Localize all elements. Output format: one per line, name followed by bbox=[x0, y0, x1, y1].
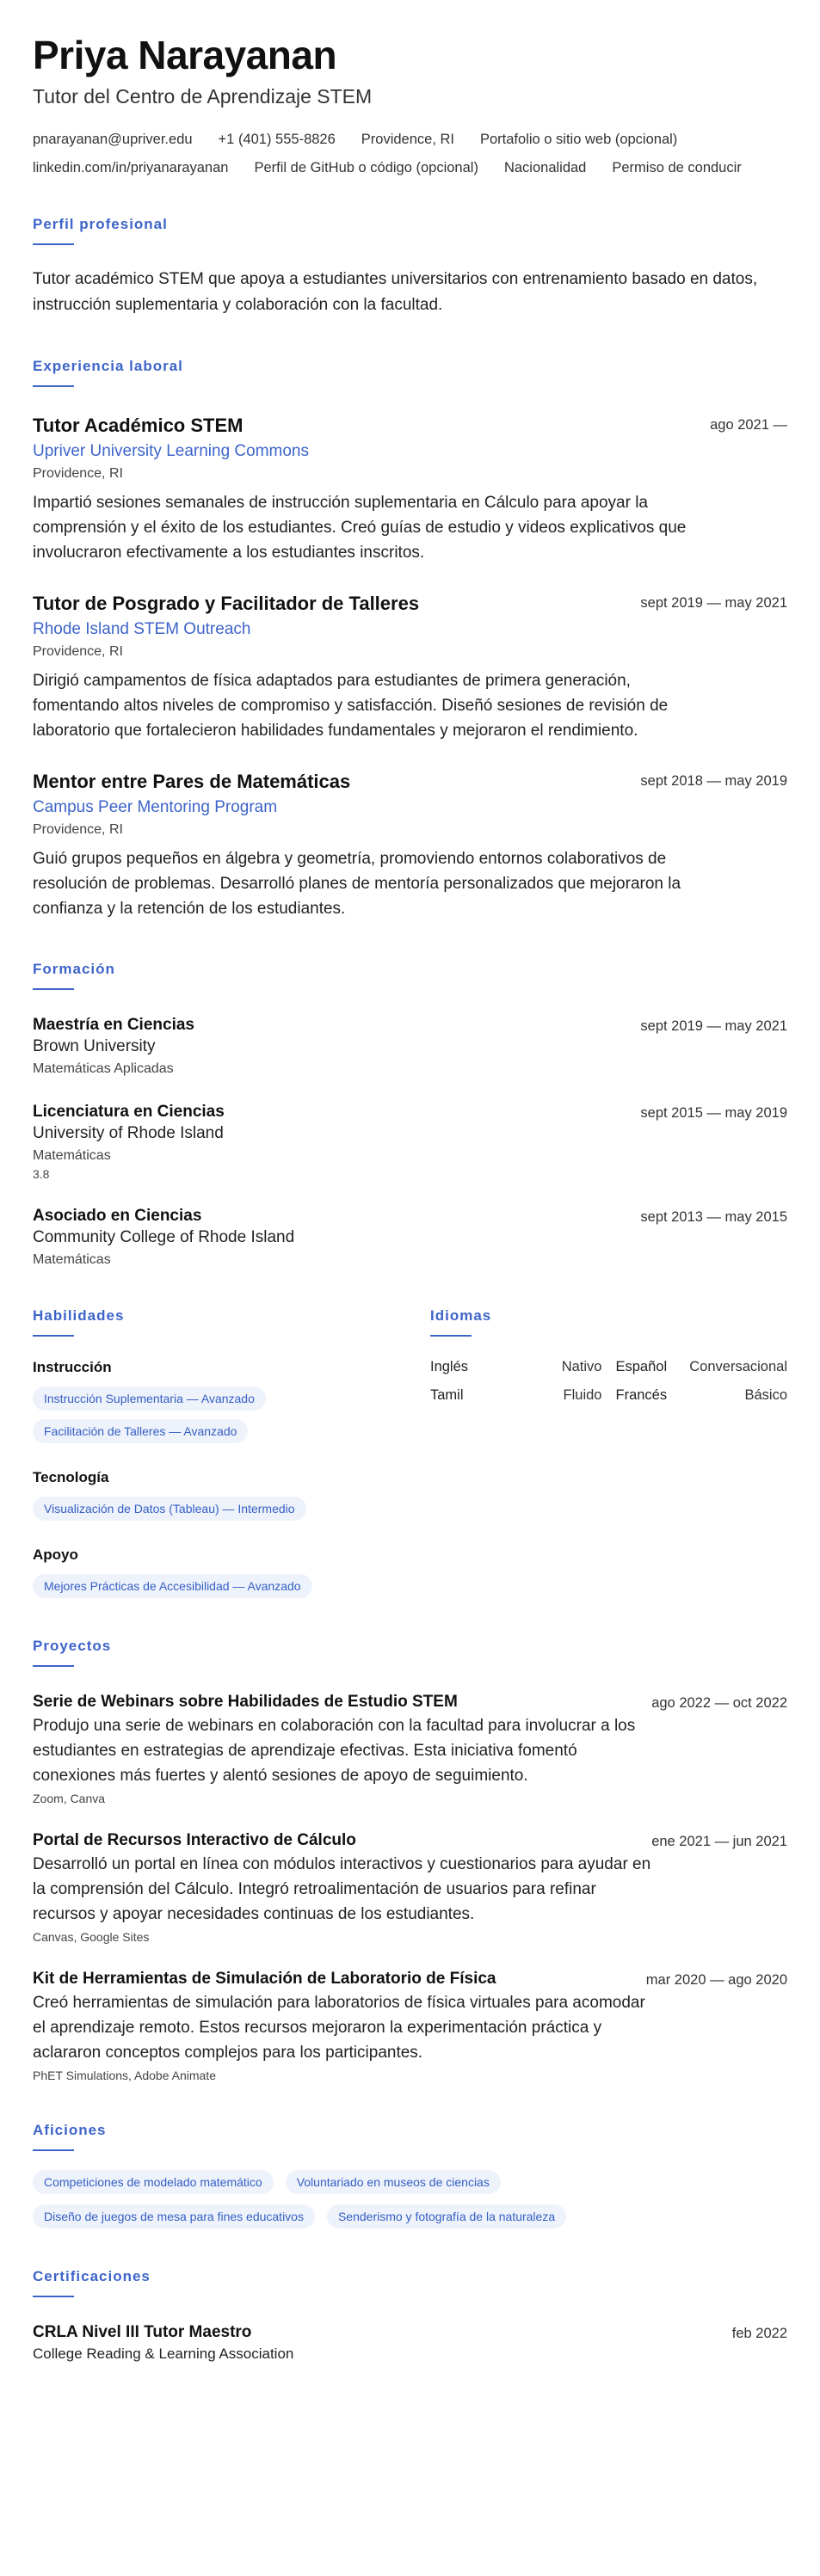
language-name: Tamil bbox=[430, 1386, 464, 1403]
project-description: Desarrolló un portal en línea con módulos interactivos y cuestionarios para ayudar en la comprensión del Cálculo. Integró retroalimentación de usuarios para refinar recursos y apoyar necesidades continuas de los estudiantes. bbox=[33, 1854, 651, 1923]
experience-section bbox=[33, 358, 787, 921]
job-location: Providence, RI bbox=[33, 465, 123, 481]
education-school: University of Rhode Island bbox=[33, 1123, 224, 1142]
certification-issuer: College Reading & Learning Association bbox=[33, 2345, 294, 2362]
profile-section bbox=[33, 216, 787, 318]
skill-category: Instrucción bbox=[33, 1358, 112, 1375]
skill-chip-list bbox=[33, 1574, 430, 1598]
hobby-chip: Senderismo y fotografía de la naturaleza bbox=[327, 2204, 566, 2229]
certifications-section bbox=[33, 2268, 787, 2363]
project-date: mar 2020 — ago 2020 bbox=[645, 1971, 787, 1988]
job-title: Mentor entre Pares de Matemáticas bbox=[33, 770, 351, 792]
contact-driving-license: Permiso de conducir bbox=[612, 159, 742, 175]
project-entry bbox=[33, 1970, 787, 2082]
job-location: Providence, RI bbox=[33, 821, 123, 837]
section-divider bbox=[33, 1335, 74, 1337]
candidate-title: Tutor del Centro de Aprendizaje STEM bbox=[33, 84, 373, 108]
contact-github[interactable]: Perfil de GitHub o código (opcional) bbox=[254, 159, 478, 175]
section-divider bbox=[33, 243, 74, 245]
section-divider bbox=[33, 2296, 74, 2297]
hobby-chip-list bbox=[33, 2170, 787, 2229]
section-heading: Idiomas bbox=[430, 1306, 492, 1324]
education-section bbox=[33, 961, 787, 1268]
section-heading: Habilidades bbox=[33, 1306, 125, 1324]
language-level: Fluido bbox=[563, 1386, 602, 1403]
education-field: Matemáticas bbox=[33, 1147, 111, 1163]
languages-section bbox=[430, 1307, 787, 1598]
job-date: sept 2018 — may 2019 bbox=[640, 772, 787, 789]
project-title: Kit de Herramientas de Simulación de Laboratorio de Física bbox=[33, 1969, 496, 1988]
section-divider bbox=[33, 385, 74, 387]
education-field: Matemáticas Aplicadas bbox=[33, 1061, 174, 1076]
project-tech: Canvas, Google Sites bbox=[33, 1929, 150, 1944]
contact-phone[interactable]: +1 (401) 555-8826 bbox=[218, 131, 336, 147]
section-divider bbox=[33, 988, 74, 990]
contact-portfolio[interactable]: Portafolio o sitio web (opcional) bbox=[480, 131, 678, 147]
job-company[interactable]: Rhode Island STEM Outreach bbox=[33, 619, 251, 638]
contact-email[interactable]: pnarayanan@upriver.edu bbox=[33, 131, 193, 147]
education-school: Community College of Rhode Island bbox=[33, 1227, 295, 1246]
language-item bbox=[430, 1359, 602, 1375]
job-date: ago 2021 — bbox=[710, 416, 787, 433]
section-divider bbox=[33, 1665, 74, 1667]
language-level: Básico bbox=[744, 1386, 787, 1403]
hobby-chip: Diseño de juegos de mesa para fines educativos bbox=[33, 2204, 315, 2229]
candidate-name: Priya Narayanan bbox=[33, 33, 337, 77]
contact-location: Providence, RI bbox=[361, 131, 454, 147]
contact-list bbox=[33, 131, 787, 176]
hobbies-section bbox=[33, 2122, 787, 2229]
certification-entry bbox=[33, 2323, 787, 2363]
language-level: Conversacional bbox=[689, 1358, 787, 1374]
education-degree: Asociado en Ciencias bbox=[33, 1206, 202, 1225]
job-company[interactable]: Campus Peer Mentoring Program bbox=[33, 797, 278, 816]
project-tech: Zoom, Canva bbox=[33, 1791, 106, 1805]
language-item bbox=[616, 1359, 788, 1375]
skill-category: Apoyo bbox=[33, 1546, 78, 1563]
projects-section bbox=[33, 1638, 787, 2082]
project-entry bbox=[33, 1693, 787, 1805]
section-heading: Certificaciones bbox=[33, 2267, 151, 2284]
job-entry bbox=[33, 415, 787, 565]
language-level: Nativo bbox=[561, 1358, 602, 1374]
project-date: ago 2022 — oct 2022 bbox=[651, 1694, 787, 1711]
skill-chip: Mejores Prácticas de Accesibilidad — Avanzado bbox=[33, 1574, 312, 1598]
project-entry bbox=[33, 1831, 787, 1944]
skill-chip-list bbox=[33, 1386, 430, 1443]
section-heading: Perfil profesional bbox=[33, 215, 168, 232]
job-entry bbox=[33, 593, 787, 743]
skill-chip: Visualización de Datos (Tableau) — Intermedio bbox=[33, 1497, 306, 1521]
education-school: Brown University bbox=[33, 1036, 156, 1055]
education-entry bbox=[33, 1016, 787, 1077]
job-title: Tutor Académico STEM bbox=[33, 414, 244, 436]
language-list bbox=[430, 1359, 787, 1404]
hobby-chip: Voluntariado en museos de ciencias bbox=[286, 2170, 501, 2194]
section-divider bbox=[33, 2149, 74, 2151]
education-field: Matemáticas bbox=[33, 1251, 111, 1267]
hobby-chip: Competiciones de modelado matemático bbox=[33, 2170, 274, 2194]
project-title: Portal de Recursos Interactivo de Cálculo bbox=[33, 1830, 356, 1849]
language-name: Francés bbox=[615, 1386, 668, 1403]
section-heading: Formación bbox=[33, 960, 115, 977]
education-date: sept 2013 — may 2015 bbox=[640, 1208, 787, 1225]
contact-linkedin[interactable]: linkedin.com/in/priyanarayanan bbox=[33, 159, 229, 175]
education-entry bbox=[33, 1103, 787, 1181]
certification-title: CRLA Nivel III Tutor Maestro bbox=[33, 2322, 252, 2341]
language-item bbox=[430, 1387, 602, 1404]
language-name: Inglés bbox=[430, 1358, 469, 1374]
section-heading: Experiencia laboral bbox=[33, 357, 183, 374]
contact-nationality: Nacionalidad bbox=[503, 159, 587, 175]
skill-chip: Facilitación de Talleres — Avanzado bbox=[33, 1419, 248, 1443]
certification-date: feb 2022 bbox=[731, 2325, 787, 2341]
job-description: Impartió sesiones semanales de instrucción suplementaria en Cálculo para apoyar la comprensión y el éxito de los estudiantes. Creó guías de estudio y videos explicativos que involucraron efectivamente a los estudiantes inscritos. bbox=[33, 493, 687, 562]
education-degree: Licenciatura en Ciencias bbox=[33, 1102, 225, 1121]
job-location: Providence, RI bbox=[33, 643, 123, 659]
skills-section bbox=[33, 1307, 430, 1598]
profile-summary: Tutor académico STEM que apoya a estudiantes universitarios con entrenamiento basado en datos, instrucción suplementaria y colaboración con la facultad. bbox=[33, 269, 758, 314]
job-company[interactable]: Upriver University Learning Commons bbox=[33, 441, 309, 460]
skill-chip-list bbox=[33, 1497, 430, 1521]
skill-category: Tecnología bbox=[33, 1468, 109, 1485]
education-degree: Maestría en Ciencias bbox=[33, 1015, 194, 1034]
project-title: Serie de Webinars sobre Habilidades de Estudio STEM bbox=[33, 1692, 458, 1711]
language-name: Español bbox=[615, 1358, 668, 1374]
education-gpa: 3.8 bbox=[33, 1166, 50, 1181]
project-tech: PhET Simulations, Adobe Animate bbox=[33, 2068, 216, 2082]
skills-languages-row bbox=[33, 1307, 787, 1598]
job-description: Dirigió campamentos de física adaptados para estudiantes de primera generación, fomentando altos niveles de compromiso y satisfacción. Diseñó sesiones de revisión de laboratorio que fortalecieron habilidades fundamentales y mejoraron el rendimiento. bbox=[33, 671, 669, 740]
education-date: sept 2015 — may 2019 bbox=[640, 1104, 787, 1121]
language-item bbox=[616, 1387, 788, 1404]
education-date: sept 2019 — may 2021 bbox=[640, 1017, 787, 1034]
skill-chip: Instrucción Suplementaria — Avanzado bbox=[33, 1386, 266, 1411]
section-divider bbox=[430, 1335, 472, 1337]
job-entry bbox=[33, 771, 787, 921]
project-date: ene 2021 — jun 2021 bbox=[651, 1833, 787, 1849]
section-heading: Aficiones bbox=[33, 2121, 107, 2138]
education-entry bbox=[33, 1207, 787, 1268]
job-title: Tutor de Posgrado y Facilitador de Talleres bbox=[33, 592, 420, 614]
resume-header bbox=[33, 33, 787, 176]
project-description: Produjo una serie de webinars en colaboración con la facultad para involucrar a los estudiantes en estrategias de aprendizaje efectivas. Esta iniciativa fomentó conexiones más fuertes y alentó sesiones de apoyo de seguimiento. bbox=[33, 1716, 636, 1785]
job-description: Guió grupos pequeños en álgebra y geometría, promoviendo entornos colaborativos de resolución de problemas. Desarrolló planes de mentoría personalizados que mejoraron la confianza y la retención de los estudiantes. bbox=[33, 849, 681, 918]
job-date: sept 2019 — may 2021 bbox=[640, 594, 787, 611]
section-heading: Proyectos bbox=[33, 1637, 112, 1654]
project-description: Creó herramientas de simulación para laboratorios de física virtuales para acomodar el aprendizaje remoto. Estos recursos mejoraron la experimentación práctica y aclararon conceptos complejos para los participantes. bbox=[33, 1993, 645, 2062]
